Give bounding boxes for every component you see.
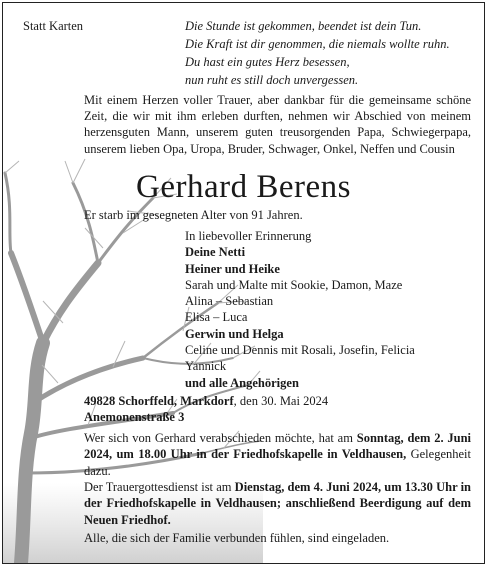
poem-line: Du hast ein gutes Herz besessen, [185, 55, 350, 69]
salutation: Statt Karten [23, 19, 84, 33]
address-line [84, 393, 328, 409]
address-street: Anemonenstraße 3 [84, 410, 185, 425]
poem-line: Die Kraft ist dir genommen, die niemals wollte ruhn. [185, 37, 450, 51]
farewell-text: Wer sich von Gerhard verabschieden möchte, hat am [84, 431, 357, 445]
address-block [84, 393, 328, 426]
family-line: Deine Netti [185, 245, 246, 260]
poem [185, 17, 450, 89]
service-text: Der Trauergottesdienst ist am [84, 480, 235, 494]
address-place: 49828 Schorffeld, Markdorf [84, 394, 234, 408]
service-details: Dienstag, dem 4. Juni 2024, um 13.30 Uhr in der Friedhofskapelle in Veldhausen; anschließend Beerdigung auf dem Neuen Friedhof. [84, 480, 471, 527]
family-line: Celine und Dennis mit Rosali, Josefin, Felicia [185, 343, 415, 358]
intro-text: Mit einem Herzen voller Trauer, aber dankbar für die gemeinsame schöne Zeit, die wir mit ihm erleben durften, nehmen wir Abschied von meinem herzensguten Mann, unserem guten treusorgenden Papa, Schwiegerpapa, unserem lieben Opa, Uropa, Bruder, Schwager, Onkel, Neffen und Cousin [84, 93, 471, 156]
poem-line: nun ruht es still doch unvergessen. [185, 73, 359, 87]
service-paragraph [84, 479, 471, 528]
farewell-details: Sonntag, dem 2. Juni 2024, um 18.00 Uhr in der Friedhofskapelle in Veldhausen, [84, 431, 471, 462]
farewell-text-end: Gelegenheit dazu. [84, 447, 471, 478]
family-line: Alina – Sebastian [185, 294, 274, 309]
obituary-card [2, 2, 485, 564]
family-line: Elisa – Luca [185, 310, 248, 325]
family-line: In liebevoller Erinnerung [185, 229, 312, 243]
family-line: Heiner und Heike [185, 261, 280, 276]
family-line: und alle Angehörigen [185, 375, 299, 390]
farewell-paragraph [84, 430, 471, 479]
family-line: Gerwin und Helga [185, 326, 284, 341]
family-list [185, 228, 415, 391]
closing-paragraph: Alle, die sich der Familie verbunden fühlen, sind eingeladen. [84, 531, 390, 545]
deceased-name: Gerhard Berens [136, 169, 351, 205]
poem-line: Die Stunde ist gekommen, beendet ist dein Tun. [185, 19, 422, 33]
family-line: Yannick [185, 359, 227, 374]
age-line: Er starb im gesegneten Alter von 91 Jahren. [84, 208, 303, 222]
family-line: Sarah und Malte mit Sookie, Damon, Maze [185, 277, 403, 292]
address-date: , den 30. Mai 2024 [233, 394, 329, 408]
